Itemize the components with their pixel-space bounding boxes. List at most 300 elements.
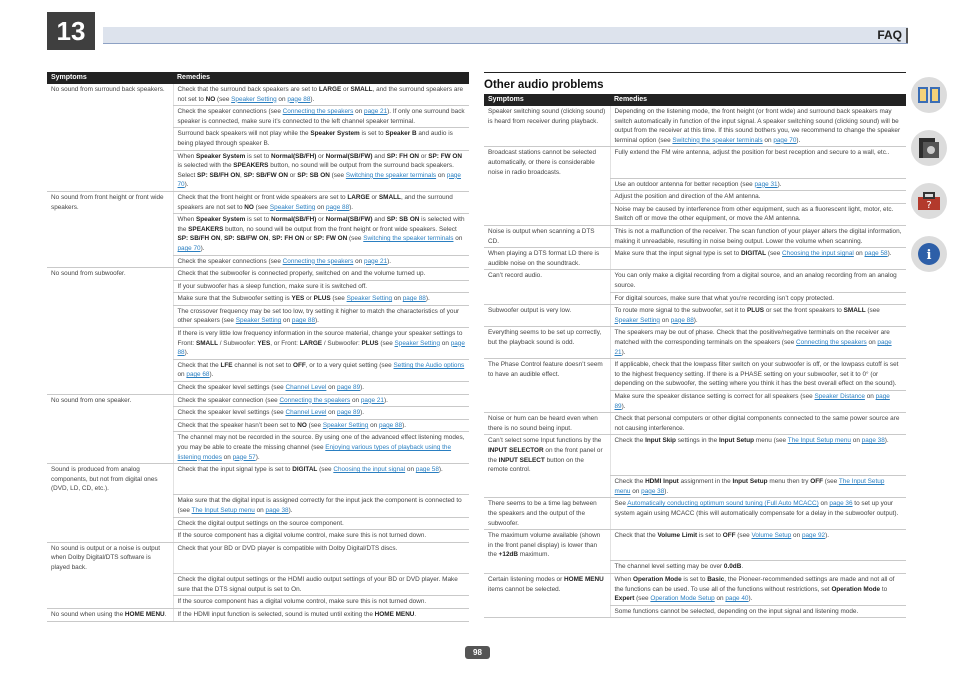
text-run: Make sure the speaker distance setting is correct for all speakers (see <box>614 392 815 400</box>
table-row <box>47 542 469 573</box>
text-run: If your subwoofer has a sleep function, make sure it is switched off. <box>177 282 368 290</box>
cross-reference-link[interactable]: page 31 <box>754 180 778 188</box>
symptom-cell <box>484 574 610 606</box>
symptom-cell <box>47 293 173 306</box>
text-run: ). <box>184 181 189 189</box>
text-run: For digital sources, make sure that what you’re recording isn’t copy protected. <box>614 294 835 302</box>
text-run: ). <box>184 349 189 357</box>
cross-reference-link[interactable]: page 70 <box>177 244 201 252</box>
table-row <box>47 328 469 360</box>
cross-reference-link[interactable]: page 70 <box>773 136 797 144</box>
text-run: ). <box>425 295 430 303</box>
symptom-cell <box>47 517 173 530</box>
left-table-body <box>47 84 469 621</box>
table-row <box>47 394 469 407</box>
text-run: on <box>864 392 876 400</box>
text-run: See <box>614 500 628 508</box>
text-run: The channel level setting may be over <box>614 563 724 571</box>
bold-term: Input Setup <box>718 437 755 445</box>
remedy-cell <box>610 270 906 292</box>
remedy-cell <box>173 150 469 191</box>
remedy-cell <box>610 147 906 178</box>
text-run: on <box>405 466 416 474</box>
remedy-cell <box>173 328 469 360</box>
remedy-cell <box>610 327 906 359</box>
remedy-cell <box>610 574 906 606</box>
cross-reference-link[interactable]: Switching the speaker terminals <box>363 235 454 243</box>
table-row <box>484 605 906 618</box>
cross-reference-link[interactable]: Connecting the speakers <box>796 338 867 346</box>
cross-reference-link[interactable]: page 38 <box>861 437 885 445</box>
text-run: ). <box>621 402 626 410</box>
text-run: , <box>220 235 225 243</box>
text-run: ). <box>621 348 626 356</box>
symptom-cell: There seems to be a time lag between the speakers and the output of the subwoofer. <box>484 498 610 530</box>
bold-term: SP: SB/FW ON <box>224 235 269 243</box>
book-icon[interactable] <box>911 77 947 113</box>
text-run: Check that your BD or DVD player is compatible with Dolby Digital/DTS discs. <box>177 544 398 552</box>
remedy-cell <box>610 292 906 305</box>
text-run: on the front panel or the <box>488 446 603 464</box>
bold-term: DIGITAL <box>740 250 767 258</box>
text-run: If the HDMI input function is selected, sound is muted until exiting the <box>177 610 375 618</box>
table-row <box>484 359 906 391</box>
cross-reference-link[interactable]: page 88 <box>378 421 403 429</box>
cross-reference-link[interactable]: The Input Setup menu <box>191 507 255 515</box>
text-run: on <box>254 507 266 515</box>
bold-term: OFF <box>292 361 306 369</box>
text-run: or <box>304 235 314 243</box>
text-run: Check that the surround back speakers are set to <box>177 86 319 93</box>
cross-reference-link[interactable]: Channel Level <box>285 384 327 392</box>
cross-reference-link[interactable]: page 68 <box>186 371 210 379</box>
bold-term: Expert <box>614 595 635 603</box>
cross-reference-link[interactable]: page 88 <box>402 295 426 303</box>
symptom-cell <box>47 596 173 609</box>
cross-reference-link[interactable]: page 21 <box>364 108 388 116</box>
remedy-cell <box>610 498 906 530</box>
text-run: Fully extend the FM wire antenna, adjust the position for best reception and secure to a wall, etc.. <box>614 149 890 157</box>
table-row <box>47 382 469 395</box>
bold-term: Basic <box>707 576 725 584</box>
text-run: is set to <box>245 216 271 224</box>
text-run: and audio is being played through speaker B. <box>177 130 453 147</box>
remedy-cell <box>173 419 469 432</box>
text-run: is set to <box>681 576 708 584</box>
text-run: Noise may be caused by interference from other equipment, such as a fluorescent light, motor, etc. Switch off or move the other equipment, or move the AM antenna. <box>614 205 894 223</box>
text-run: on <box>791 532 802 540</box>
text-run: To route more signal to the subwoofer, set it to <box>614 307 747 315</box>
symptom-cell: No sound is output or a noise is output when Dolby Digital/DTS software is played back. <box>51 544 161 572</box>
bold-term: LFE <box>220 361 233 369</box>
cross-reference-link[interactable]: Speaker Distance <box>814 392 865 400</box>
text-run: on <box>762 136 774 144</box>
left-faq-table <box>47 72 469 622</box>
bold-term: OFF <box>722 532 736 540</box>
bold-term: LARGE <box>318 86 342 93</box>
bold-term: PLUS <box>747 307 765 315</box>
text-run: ). <box>315 317 319 325</box>
bold-term: SP: SB ON <box>386 216 420 224</box>
text-run: Make sure that the Subwoofer setting is <box>177 295 292 303</box>
bold-term: Speaker System <box>195 216 246 224</box>
table-row <box>484 147 906 178</box>
bold-term: NO <box>244 203 254 211</box>
table-row <box>47 293 469 306</box>
text-run: settings in the <box>675 437 719 445</box>
cross-reference-link[interactable]: Switching the speaker terminals <box>672 136 763 144</box>
table-row <box>484 248 906 270</box>
symptom-cell <box>47 530 173 543</box>
cross-reference-link[interactable]: Connecting the speakers <box>282 257 354 265</box>
bold-term: Operation Mode <box>831 585 881 593</box>
bold-term: OFF <box>810 478 824 486</box>
cross-reference-link[interactable]: Operation Mode Setup <box>650 595 715 603</box>
cross-reference-link[interactable]: page 58 <box>415 466 439 474</box>
text-run: ). <box>360 409 365 417</box>
text-run: Certain listening modes or <box>488 576 565 584</box>
text-run: If the source component has a digital volume control, make sure this is not turned down. <box>177 532 427 540</box>
text-run: If applicable, check that the lowpass filter switch on your subwoofer is off, or the lowpass cutoff is set to the highest frequency setting. If there is a PHASE setting on your subwoofer, set it to 0° (or depending on the subwoofer, the setting where you think it has the best overall effect on the sound). <box>614 361 899 388</box>
text-run: or <box>316 152 326 160</box>
table-row <box>47 464 469 495</box>
remedy-cell <box>610 203 906 225</box>
text-run: on <box>326 409 338 417</box>
cross-reference-link[interactable]: page 38 <box>265 507 289 515</box>
text-run: or <box>304 295 314 303</box>
remedy-cell <box>173 530 469 543</box>
table-row <box>484 476 906 498</box>
text-run: Adjust the position and direction of the AM antenna. <box>614 193 761 201</box>
svg-text:?: ? <box>926 200 932 211</box>
symptom-cell: Can’t record audio. <box>488 272 542 280</box>
cross-reference-link[interactable]: page 88 <box>287 95 311 103</box>
remedies-header: Remedies <box>173 72 469 84</box>
text-run: on <box>368 421 379 429</box>
bold-term: Normal(SB/FH) <box>270 216 317 224</box>
cross-reference-link[interactable]: page 21 <box>360 396 384 404</box>
symptom-cell: No sound from subwoofer. <box>51 270 126 278</box>
right-table-body <box>484 106 906 618</box>
cross-reference-link[interactable]: page 21 <box>614 338 892 356</box>
table-row <box>484 178 906 191</box>
text-run: (see <box>330 295 347 303</box>
text-run: Check that the <box>614 532 658 540</box>
cross-reference-link[interactable]: page 92 <box>801 532 826 540</box>
remedy-cell <box>173 280 469 293</box>
text-run: on <box>453 235 463 243</box>
cross-reference-link[interactable]: page 88 <box>670 316 694 324</box>
cross-reference-link[interactable]: page 88 <box>326 203 350 211</box>
text-run: on <box>392 295 403 303</box>
bold-term: Input Setup <box>732 478 768 486</box>
cross-reference-link[interactable]: page 36 <box>829 500 853 508</box>
cross-reference-link[interactable]: page 88 <box>291 317 316 325</box>
table-row <box>47 596 469 609</box>
cross-reference-link[interactable]: page 57 <box>232 453 256 461</box>
cross-reference-link[interactable]: Switching the speaker terminals <box>345 171 437 179</box>
bold-term: Operation Mode <box>632 576 682 584</box>
bold-term: SMALL <box>843 307 866 315</box>
bold-term: PLUS <box>361 339 379 347</box>
cross-reference-link[interactable]: Choosing the input signal <box>782 250 854 258</box>
text-run: Check that the front height or front wide speakers are set to <box>177 193 348 201</box>
text-run: items cannot be selected. <box>488 585 561 593</box>
symptoms-header: Symptoms <box>484 94 610 106</box>
text-run: ). <box>209 371 214 379</box>
cross-reference-link[interactable]: page 89 <box>337 384 361 392</box>
text-run: Check that the speaker hasn’t been set to <box>177 421 298 429</box>
remedy-cell <box>173 596 469 609</box>
symptom-cell <box>484 203 610 225</box>
symptom-cell <box>484 605 610 618</box>
symptom-cell <box>484 191 610 204</box>
text-run: Check the digital output settings or the HDMI audio output settings of your BD or DVD player. Make sure that the DTS signal output is set to On. <box>177 576 458 593</box>
symptom-cell <box>47 432 173 464</box>
bold-term: SP: FH ON <box>271 235 305 243</box>
cross-reference-link[interactable]: Channel Level <box>285 409 327 417</box>
bold-term: Speaker System <box>195 152 246 160</box>
text-run: Make sure that the input signal type is set to <box>614 250 741 258</box>
text-run: ). <box>664 487 669 495</box>
remedy-cell <box>610 435 906 476</box>
table-row <box>47 608 469 621</box>
section-label: FAQ <box>877 28 902 42</box>
table-row <box>484 106 906 147</box>
bold-term: HDMI Input <box>645 478 679 486</box>
symptom-cell <box>47 608 173 621</box>
table-row <box>484 305 906 327</box>
text-run: is selected with the <box>177 162 234 170</box>
symptom-cell <box>47 359 173 381</box>
bold-term: Normal(SB/FW) <box>325 152 373 160</box>
table-row <box>47 84 469 106</box>
text-run: , and the surround speakers are not set to <box>177 86 464 103</box>
text-run: or <box>341 86 351 93</box>
page-number: 98 <box>465 646 490 659</box>
symptom-cell <box>47 419 173 432</box>
text-run: ). <box>310 95 315 103</box>
cross-reference-link[interactable]: Connecting the speakers <box>279 396 351 404</box>
table-row <box>47 255 469 268</box>
bold-term: SMALL <box>350 86 373 93</box>
text-run: , or Front: <box>270 339 300 347</box>
remedy-cell <box>173 394 469 407</box>
cross-reference-link[interactable]: Speaker Setting <box>346 295 393 303</box>
section-header <box>103 27 908 44</box>
symptom-cell: No sound from front height or front wide speakers. <box>51 193 164 211</box>
table-row <box>47 419 469 432</box>
text-run: Can’t select some Input functions by the <box>488 437 602 445</box>
bold-term: SMALL <box>378 193 401 201</box>
remedy-cell <box>610 178 906 191</box>
remedy-cell <box>610 605 906 618</box>
text-run: If the source component has a digital volume control, make sure this is not turned down. <box>177 598 427 606</box>
remedy-cell <box>610 226 906 248</box>
text-run: ). <box>438 466 443 474</box>
text-run: Check the speaker level settings (see <box>177 409 286 417</box>
symptom-cell <box>47 328 173 360</box>
remedy-cell <box>173 517 469 530</box>
symptom-cell <box>47 407 173 420</box>
cross-reference-link[interactable]: page 89 <box>614 392 890 410</box>
text-run: ). <box>748 595 753 603</box>
text-run: The crossover frequency may be set too low, try setting it higher to match the characteristics of your other speakers (see <box>177 307 460 325</box>
remedy-cell <box>610 106 906 147</box>
cross-reference-link[interactable]: page 40 <box>725 595 749 603</box>
symptom-cell: No sound from one speaker. <box>51 396 132 404</box>
bold-term: YES <box>257 339 271 347</box>
text-run: or <box>287 171 298 179</box>
symptom-cell <box>484 178 610 191</box>
remedy-cell <box>173 214 469 255</box>
remedy-cell <box>173 608 469 621</box>
text-run: Make sure that the digital input is assigned correctly for the input jack the component is connected to (see <box>177 497 462 515</box>
cross-reference-link[interactable]: The Input Setup menu <box>614 478 885 495</box>
table-row <box>47 214 469 255</box>
cross-reference-link[interactable]: Connecting the speakers <box>282 108 354 116</box>
text-run: Check the speaker connection (see <box>177 396 280 404</box>
remedy-cell <box>610 359 906 391</box>
cross-reference-link[interactable]: Speaker Setting <box>235 317 282 325</box>
table-row <box>47 106 469 128</box>
remedy-cell <box>173 464 469 495</box>
text-run: and <box>372 152 387 160</box>
remedy-cell <box>173 542 469 573</box>
chapter-number: 13 <box>56 15 86 46</box>
remedy-cell <box>610 476 906 498</box>
table-row <box>47 268 469 281</box>
cross-reference-link[interactable]: page 58 <box>864 250 888 258</box>
remedy-cell <box>610 530 906 561</box>
symptom-cell <box>47 574 173 596</box>
text-run: / Subwoofer: <box>217 339 258 347</box>
bold-term: HOME MENU <box>374 610 415 618</box>
remedy-cell <box>173 407 469 420</box>
cross-reference-link[interactable]: Choosing the input signal <box>333 466 406 474</box>
text-run: When <box>177 216 196 224</box>
cross-reference-link[interactable]: Speaker Setting <box>231 95 277 103</box>
cross-reference-link[interactable]: page 38 <box>641 487 665 495</box>
text-run: ). <box>825 532 829 540</box>
cross-reference-link[interactable]: Speaker Setting <box>322 421 369 429</box>
remedy-cell <box>173 128 469 150</box>
table-row <box>484 327 906 359</box>
symptom-cell: Subwoofer output is very low. <box>484 305 610 327</box>
cross-reference-link[interactable]: page 21 <box>364 257 388 265</box>
cross-reference-link[interactable]: Volume Setup <box>751 532 792 540</box>
remedy-cell <box>173 106 469 128</box>
text-run: on <box>714 595 726 603</box>
symptom-cell <box>484 390 610 412</box>
table-row <box>47 530 469 543</box>
symptom-cell: Speaker switching sound (clicking sound) is heard from receiver during playback. <box>484 106 610 147</box>
bold-term: +12dB <box>498 551 519 559</box>
bold-term: SP: SB/FW ON <box>243 171 288 179</box>
bold-term: NO <box>297 421 307 429</box>
symptom-cell <box>484 476 610 498</box>
cross-reference-link[interactable]: Speaker Setting <box>614 316 660 324</box>
table-row <box>47 407 469 420</box>
text-run: You can only make a digital recording from a digital source, and an analog recording from an analog source. <box>614 272 897 289</box>
text-run: button, no sound will be output from the surround back speakers. Select <box>177 162 454 179</box>
text-run: Check the speaker level settings (see <box>177 384 286 392</box>
text-run: or <box>316 216 326 224</box>
receiver-icon[interactable] <box>911 130 947 166</box>
text-run: / Subwoofer: <box>322 339 362 347</box>
remedy-cell <box>610 561 906 574</box>
cross-reference-link[interactable]: Speaker Setting <box>394 339 441 347</box>
symptoms-header: Symptoms <box>47 72 173 84</box>
text-run: and <box>372 216 387 224</box>
cross-reference-link[interactable]: Automatically conducting optimum sound tuning (Full Auto MCACC) <box>627 500 819 508</box>
left-column <box>47 72 469 622</box>
text-run: Check that the <box>177 361 221 369</box>
text-run: ). <box>887 250 892 258</box>
cross-reference-link[interactable]: page 89 <box>337 409 361 417</box>
text-run: , <box>240 171 244 179</box>
bold-term: Speaker System <box>310 130 360 138</box>
remedy-cell <box>173 574 469 596</box>
remedy-cell <box>173 191 469 213</box>
text-run: . <box>414 610 417 618</box>
text-run: The speakers may be out of phase. Check that the positive/negative terminals on the receiver are matched with the corresponding terminals on the speakers (see <box>614 329 890 346</box>
info-icon[interactable] <box>911 236 947 272</box>
cross-reference-link[interactable]: page 88 <box>177 339 465 357</box>
symptom-cell <box>484 435 610 476</box>
bold-term: HOME MENU <box>564 576 604 584</box>
text-run: Check that the subwoofer is connected properly, switched on and the volume turned up. <box>177 270 426 278</box>
toolbox-icon[interactable] <box>911 183 947 219</box>
text-run: ). <box>777 180 782 188</box>
symptom-cell <box>47 128 173 150</box>
text-run: Check that the input signal type is set to <box>177 466 293 474</box>
remedy-cell <box>173 359 469 381</box>
text-run: , and the surround speakers are not set to <box>177 193 453 211</box>
cross-reference-link[interactable]: Setting the Audio options <box>393 361 465 369</box>
table-row <box>47 359 469 381</box>
text-run: is selected with the <box>177 216 465 233</box>
bold-term: SP: FW ON <box>428 152 463 160</box>
bold-term: 0.0dB <box>723 563 742 571</box>
cross-reference-link[interactable]: The Input Setup menu <box>787 437 851 445</box>
remedy-cell <box>173 268 469 281</box>
remedy-cell <box>173 293 469 306</box>
text-run: (see <box>347 235 364 243</box>
table-row <box>484 435 906 476</box>
cross-reference-link[interactable]: Enjoying various types of playback using the listening modes <box>177 444 452 461</box>
remedy-cell <box>173 432 469 464</box>
text-run: Check the speaker connections (see <box>177 257 283 265</box>
text-run: on <box>315 203 327 211</box>
symptom-cell <box>47 106 173 128</box>
text-run: is set to <box>245 152 271 160</box>
bold-term: SMALL <box>195 339 218 347</box>
text-run: on <box>630 487 642 495</box>
text-run: to <box>880 585 888 593</box>
table-row <box>484 226 906 248</box>
text-run: Some functions cannot be selected, depending on the input signal and listening mode. <box>614 607 859 615</box>
text-run: (see <box>865 307 880 315</box>
right-faq-table <box>484 94 906 618</box>
text-run: When <box>614 576 633 584</box>
cross-reference-link[interactable]: Speaker Setting <box>269 203 316 211</box>
table-row <box>47 280 469 293</box>
text-run: button on the remote control. <box>488 456 584 474</box>
cross-reference-link[interactable]: page 70 <box>177 171 461 189</box>
text-run: (see <box>823 478 839 486</box>
text-run: on <box>818 500 830 508</box>
